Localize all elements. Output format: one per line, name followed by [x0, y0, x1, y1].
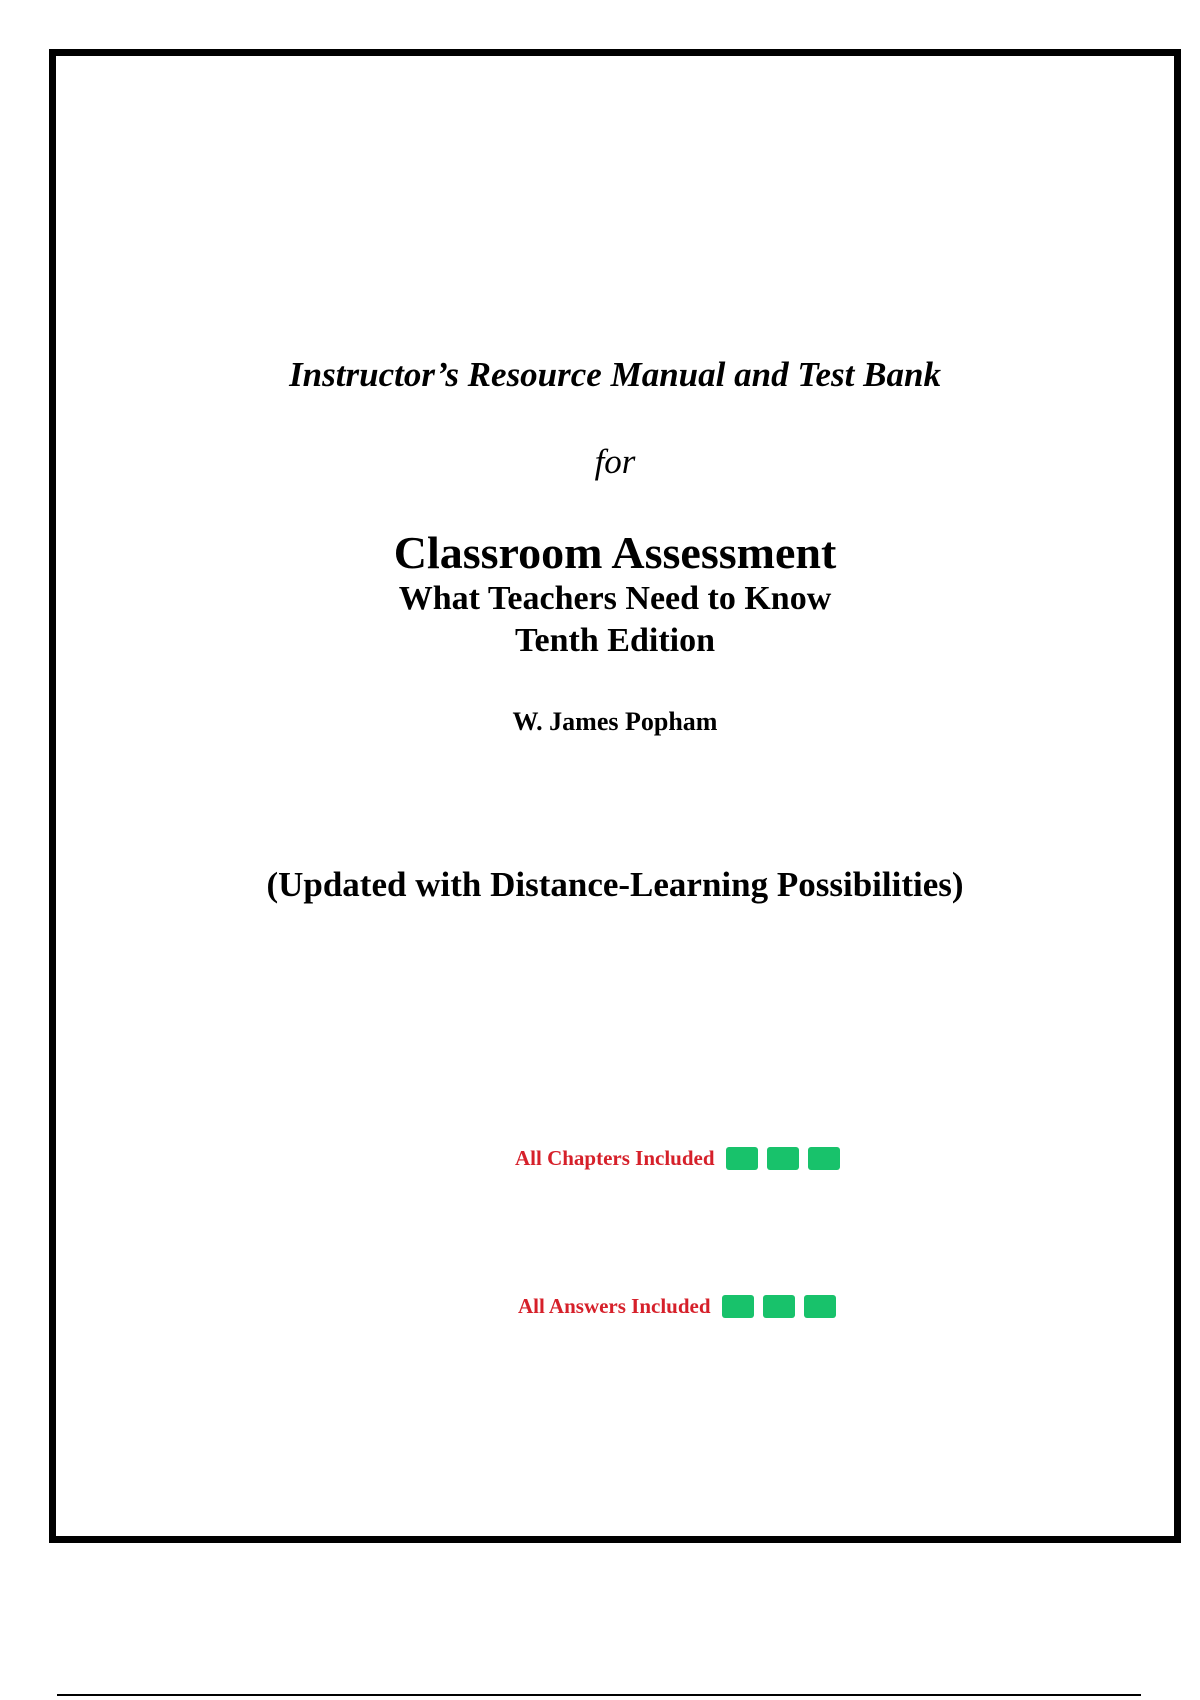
answers-included-badge	[518, 1294, 845, 1319]
green-check-icon	[726, 1147, 758, 1170]
green-check-icon	[767, 1147, 799, 1170]
green-check-icon	[722, 1295, 754, 1318]
manual-title: Instructor’s Resource Manual and Test Bank	[289, 355, 941, 394]
green-check-icon	[804, 1295, 836, 1318]
footer-divider	[57, 1694, 1141, 1696]
book-title: Classroom Assessment	[393, 527, 837, 578]
book-subtitle: What Teachers Need to Know	[398, 580, 832, 617]
chapters-included-label: All Chapters Included	[515, 1146, 715, 1170]
green-check-icon	[763, 1295, 795, 1318]
chapters-included-badge	[515, 1146, 849, 1171]
book-edition: Tenth Edition	[515, 622, 715, 659]
update-note: (Updated with Distance-Learning Possibilities)	[266, 865, 964, 904]
for-text: for	[594, 442, 636, 481]
green-check-icon	[808, 1147, 840, 1170]
author-name: W. James Popham	[512, 707, 718, 736]
answers-included-label: All Answers Included	[518, 1294, 711, 1318]
